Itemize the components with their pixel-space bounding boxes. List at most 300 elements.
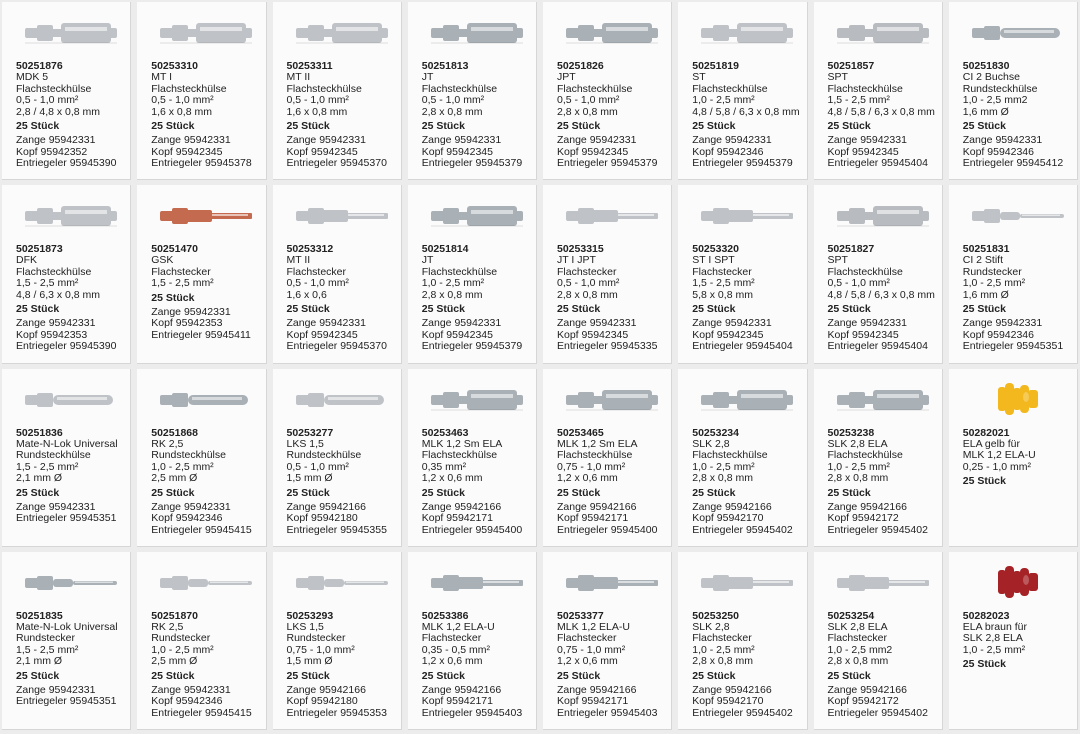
spec-line: 0,5 - 1,0 mm² [151, 94, 214, 106]
product-image [692, 556, 802, 608]
article-number: 50251876 [16, 60, 63, 72]
round-sleeve-terminal-icon [292, 383, 392, 415]
spec-line: Flachsteckhülse [557, 82, 633, 95]
tool-line: Kopf 95942346 [151, 512, 223, 524]
tool-list [422, 135, 532, 170]
tool-line: Entriegeler 95945400 [421, 523, 523, 536]
article-number: 50253463 [421, 426, 469, 439]
spec-line: 1,2 x 0,6 mm [557, 655, 618, 668]
quantity-label: 25 Stück [16, 486, 60, 499]
product-specs [963, 450, 1073, 473]
tool-line: Kopf 95942180 [286, 695, 358, 708]
spec-line: Flachsteckhülse [827, 265, 903, 278]
spec-line: Flachstecker [286, 265, 347, 278]
product-specs [151, 267, 261, 290]
product-card[interactable] [408, 2, 537, 180]
article-number: 50251836 [16, 426, 63, 439]
product-image [151, 189, 261, 241]
seal-icon [996, 379, 1040, 419]
spec-line: 0,5 - 1,0 mm² [286, 277, 349, 290]
product-card[interactable] [949, 552, 1078, 730]
article-number: 50251831 [962, 243, 1010, 256]
tool-line: Entriegeler 95945390 [16, 157, 117, 169]
tool-list [287, 135, 397, 170]
tool-list [16, 502, 126, 525]
tool-line: Zange 95942331 [827, 134, 907, 146]
product-specs [828, 84, 938, 119]
flat-plug-terminal-icon [156, 199, 256, 231]
product-name: MDK 5 [16, 71, 49, 83]
tool-list [422, 502, 532, 537]
tool-line: Zange 95942166 [421, 500, 502, 513]
product-image [422, 6, 532, 58]
tool-list [151, 307, 261, 342]
quantity-label: 25 Stück [16, 120, 60, 132]
tool-list [16, 685, 126, 708]
tool-line: Kopf 95942345 [827, 145, 899, 158]
spec-line: 0,5 - 1,0 mm² [827, 277, 890, 290]
product-card[interactable] [543, 2, 672, 180]
round-sleeve-terminal-icon [156, 383, 256, 415]
product-card[interactable] [678, 552, 807, 730]
tool-line: Kopf 95942172 [827, 695, 899, 708]
tool-line: Kopf 95942346 [151, 695, 223, 708]
tool-line: Kopf 95942345 [421, 328, 493, 341]
tool-line: Zange 95942166 [421, 683, 502, 696]
spec-line: Flachstecker [557, 632, 617, 645]
spec-line: 0,5 - 1,0 mm² [557, 94, 620, 106]
article-number: 50253277 [286, 426, 334, 439]
spec-line: 0,35 mm² [421, 460, 467, 473]
spec-line: 2,8 x 0,8 mm [557, 105, 618, 118]
tool-line: Entriegeler 95945379 [421, 157, 523, 169]
tool-list [16, 318, 126, 353]
article-number: 50253250 [692, 609, 739, 622]
product-specs [287, 84, 397, 119]
flat-plug-terminal-icon [562, 199, 662, 231]
tool-line: Zange 95942166 [286, 683, 366, 696]
product-specs [557, 450, 667, 485]
spec-line: 0,75 - 1,0 mm² [286, 643, 355, 656]
product-card[interactable] [273, 369, 402, 547]
article-number: 50251830 [962, 60, 1010, 72]
product-specs [16, 633, 126, 668]
tool-line: Kopf 95942346 [962, 328, 1034, 341]
article-number: 50253254 [827, 609, 875, 622]
product-image [287, 6, 397, 58]
tool-line: Entriegeler 95945404 [827, 340, 928, 353]
tool-line: Zange 95942331 [286, 317, 366, 330]
quantity-label: 25 Stück [692, 669, 736, 682]
round-sleeve-terminal-icon [21, 383, 121, 415]
tool-line: Zange 95942331 [557, 317, 637, 330]
quantity-label: 25 Stück [557, 486, 601, 499]
product-name: GSK [151, 254, 174, 267]
tool-list [828, 685, 938, 720]
tool-line: Kopf 95942346 [692, 145, 764, 158]
product-name: RK 2,5 [151, 437, 184, 450]
product-name: CI 2 Stift [962, 254, 1004, 267]
tool-list [16, 135, 126, 170]
flat-plug-terminal-icon [833, 566, 933, 598]
product-name: Mate-N-Lok Universal [16, 437, 118, 450]
spec-line: 5,8 x 0,8 mm [692, 288, 753, 301]
product-card[interactable] [137, 552, 266, 730]
product-name: ELA gelb für [962, 437, 1020, 450]
tool-line: Entriegeler 95945351 [16, 512, 117, 524]
product-image [16, 6, 126, 58]
product-name: CI 2 Buchse [962, 71, 1020, 83]
quantity-label: 25 Stück [16, 669, 60, 682]
product-image [151, 6, 261, 58]
product-name: SLK 2,8 [692, 437, 730, 450]
round-sleeve-terminal-icon [968, 16, 1068, 48]
tool-line: Entriegeler 95945415 [151, 523, 252, 536]
spec-line: 1,0 - 2,5 mm² [692, 643, 755, 656]
article-number: 50251827 [827, 243, 875, 256]
tool-line: Entriegeler 95945379 [557, 157, 658, 169]
product-card[interactable] [2, 185, 131, 363]
tool-line: Kopf 95942171 [421, 695, 493, 708]
tool-list [692, 502, 802, 537]
quantity-label: 25 Stück [151, 486, 195, 499]
spec-line: 4,8 / 5,8 / 6,3 x 0,8 mm [827, 288, 935, 301]
tool-list [828, 318, 938, 353]
tool-line: Entriegeler 95945402 [692, 523, 793, 536]
spec-line: Flachsteckhülse [692, 82, 768, 95]
spec-line: 2,8 x 0,8 mm [692, 655, 753, 668]
product-name: ST [692, 71, 706, 83]
spec-line: Rundsteckhülse [151, 449, 226, 461]
product-specs [151, 633, 261, 668]
tool-line: Kopf 95942346 [962, 145, 1034, 158]
product-image [828, 556, 938, 608]
spec-line: 1,6 x 0,6 [286, 288, 327, 301]
article-number: 50253293 [286, 609, 334, 622]
tool-line: Kopf 95942172 [827, 512, 899, 524]
product-specs [151, 450, 261, 485]
product-image [151, 556, 261, 608]
product-image [287, 189, 397, 241]
article-number: 50253311 [286, 60, 333, 72]
tool-list [557, 318, 667, 353]
tool-line: Kopf 95942345 [151, 145, 223, 158]
quantity-label: 25 Stück [421, 669, 465, 682]
quantity-label: 25 Stück [692, 120, 736, 132]
seal-icon [996, 562, 1040, 602]
product-card[interactable] [814, 185, 943, 363]
article-number: 50251814 [421, 243, 469, 256]
tool-line: Kopf 95942345 [286, 328, 358, 341]
tool-line: Kopf 95942171 [421, 512, 493, 524]
flat-sleeve-terminal-icon [21, 199, 121, 231]
product-specs [287, 267, 397, 302]
spec-line: 1,6 x 0,8 mm [286, 105, 348, 118]
product-card[interactable] [137, 369, 266, 547]
tool-line: Kopf 95942345 [827, 328, 899, 341]
product-name: SLK 2,8 [692, 620, 730, 633]
round-plug-terminal-icon [292, 566, 392, 598]
spec-line: Flachsteckhülse [692, 449, 768, 461]
product-specs [828, 267, 938, 302]
product-image [557, 556, 667, 608]
article-number: 50251868 [151, 426, 198, 439]
product-name: JT I JPT [557, 254, 596, 267]
spec-line: 2,5 mm Ø [151, 472, 198, 484]
product-card[interactable] [2, 2, 131, 180]
tool-line: Zange 95942166 [692, 500, 772, 513]
product-image [287, 556, 397, 608]
tool-list [692, 685, 802, 720]
article-number: 50251857 [827, 60, 875, 72]
spec-line: 0,5 - 1,0 mm² [557, 277, 620, 290]
product-card[interactable] [137, 2, 266, 180]
flat-sleeve-terminal-icon [833, 383, 933, 415]
tool-line: Entriegeler 95945390 [16, 340, 117, 353]
quantity-label: 25 Stück [962, 475, 1006, 487]
quantity-label: 25 Stück [962, 303, 1006, 316]
product-card[interactable] [814, 552, 943, 730]
product-name: JT [421, 254, 434, 267]
tool-line: Entriegeler 95945402 [692, 706, 793, 719]
product-image [692, 6, 802, 58]
tool-line: Kopf 95942171 [557, 695, 629, 708]
product-name: JPT [557, 71, 576, 83]
spec-line: MLK 1,2 ELA-U [962, 449, 1036, 461]
tool-line: Kopf 95942171 [557, 512, 629, 524]
quantity-label: 25 Stück [151, 669, 195, 682]
article-number: 50251819 [692, 60, 739, 72]
spec-line: 1,0 - 2,5 mm² [421, 277, 485, 290]
tool-line: Zange 95942331 [16, 500, 96, 513]
tool-list [151, 685, 261, 720]
tool-line: Entriegeler 95945379 [692, 157, 793, 169]
tool-line: Zange 95942331 [16, 134, 96, 146]
product-image [828, 189, 938, 241]
spec-line: 1,0 - 2,5 mm² [827, 460, 890, 473]
product-specs [16, 84, 126, 119]
spec-line: Flachstecker [557, 265, 617, 278]
product-image [828, 373, 938, 425]
product-name: RK 2,5 [151, 620, 184, 633]
quantity-label: 25 Stück [286, 120, 330, 132]
tool-line: Zange 95942331 [692, 317, 772, 330]
article-number: 50251870 [151, 609, 198, 622]
tool-line: Zange 95942166 [827, 500, 907, 513]
quantity-label: 25 Stück [557, 120, 601, 132]
spec-line: Flachsteckhülse [557, 449, 633, 461]
flat-plug-terminal-icon [562, 566, 662, 598]
product-name: MLK 1,2 Sm ELA [421, 437, 503, 450]
product-card[interactable] [543, 369, 672, 547]
tool-line: Entriegeler 95945402 [827, 706, 928, 719]
spec-line: 4,8 / 5,8 / 6,3 x 0,8 mm [827, 105, 935, 118]
product-card[interactable] [949, 185, 1078, 363]
spec-line: Rundstecker [16, 632, 75, 645]
flat-sleeve-terminal-icon [427, 199, 527, 231]
product-card[interactable] [949, 369, 1078, 547]
tool-line: Zange 95942331 [692, 134, 772, 146]
product-card[interactable] [814, 2, 943, 180]
spec-line: 0,5 - 1,0 mm² [421, 94, 485, 106]
flat-sleeve-terminal-icon [292, 16, 392, 48]
tool-line: Kopf 95942353 [16, 328, 88, 341]
product-name: SPT [827, 254, 848, 267]
product-specs [557, 84, 667, 119]
tool-line: Kopf 95942345 [557, 145, 629, 158]
product-card[interactable] [949, 2, 1078, 180]
product-image [557, 6, 667, 58]
product-name: JT [421, 71, 434, 83]
article-number: 50251835 [16, 609, 63, 622]
flat-plug-terminal-icon [292, 199, 392, 231]
product-name: SLK 2,8 ELA [827, 620, 888, 633]
tool-list [557, 135, 667, 170]
spec-line: 1,5 - 2,5 mm² [16, 460, 79, 473]
article-number: 50251826 [557, 60, 604, 72]
tool-list [151, 502, 261, 537]
spec-line: Flachsteckhülse [151, 82, 227, 95]
article-number: 50251470 [151, 243, 198, 256]
tool-line: Zange 95942166 [827, 683, 907, 696]
spec-line: 1,0 - 2,5 mm² [692, 460, 755, 473]
product-card[interactable] [814, 369, 943, 547]
spec-line: Rundstecker [151, 632, 211, 645]
tool-line: Zange 95942331 [151, 134, 231, 146]
product-image [557, 189, 667, 241]
product-card[interactable] [543, 552, 672, 730]
product-card[interactable] [408, 369, 537, 547]
spec-line: Flachsteckhülse [16, 265, 92, 278]
spec-line: Flachsteckhülse [421, 449, 498, 461]
product-card[interactable] [2, 369, 131, 547]
tool-line: Entriegeler 95945351 [16, 695, 117, 708]
spec-line: Rundsteckhülse [962, 82, 1038, 95]
tool-line: Zange 95942331 [151, 305, 231, 318]
product-name: SLK 2,8 ELA [827, 437, 888, 450]
spec-line: 1,5 - 2,5 mm² [16, 277, 79, 290]
tool-line: Kopf 95942345 [557, 328, 629, 341]
product-card[interactable] [678, 369, 807, 547]
product-specs [828, 633, 938, 668]
quantity-label: 25 Stück [557, 303, 601, 316]
product-card[interactable] [273, 2, 402, 180]
product-image [963, 189, 1073, 241]
tool-line: Kopf 95942352 [16, 145, 88, 158]
product-card[interactable] [273, 185, 402, 363]
spec-line: 2,1 mm Ø [16, 655, 63, 668]
spec-line: 1,0 - 2,5 mm² [962, 643, 1026, 656]
product-name: SPT [827, 71, 848, 83]
round-plug-terminal-icon [156, 566, 256, 598]
product-card[interactable] [273, 552, 402, 730]
spec-line: 2,8 x 0,8 mm [827, 655, 889, 668]
spec-line: Flachsteckhülse [421, 265, 498, 278]
tool-line: Entriegeler 95945370 [286, 340, 387, 353]
tool-list [828, 502, 938, 537]
quantity-label: 25 Stück [827, 486, 871, 499]
tool-list [287, 685, 397, 720]
product-card[interactable] [408, 185, 537, 363]
flat-sleeve-terminal-icon [427, 16, 527, 48]
product-card[interactable] [2, 552, 131, 730]
tool-line: Zange 95942331 [151, 683, 231, 696]
product-card[interactable] [678, 185, 807, 363]
product-name: MLK 1,2 ELA-U [557, 620, 630, 633]
tool-list [557, 685, 667, 720]
spec-line: Rundstecker [962, 265, 1022, 278]
product-specs [422, 633, 532, 668]
flat-plug-terminal-icon [697, 566, 797, 598]
product-image [422, 373, 532, 425]
spec-line: Rundsteckhülse [16, 449, 91, 461]
product-card[interactable] [408, 552, 537, 730]
tool-line: Entriegeler 95945402 [827, 523, 928, 536]
spec-line: Flachstecker [151, 265, 211, 278]
tool-line: Entriegeler 95945404 [692, 340, 793, 353]
quantity-label: 25 Stück [16, 303, 60, 316]
spec-line: 1,0 - 2,5 mm² [692, 94, 755, 106]
spec-line: 1,6 x 0,8 mm [151, 105, 212, 118]
product-card[interactable] [137, 185, 266, 363]
flat-sleeve-terminal-icon [427, 383, 527, 415]
spec-line: 1,5 - 2,5 mm² [16, 643, 79, 656]
spec-line: 2,5 mm Ø [151, 655, 198, 668]
product-name: MT I [151, 71, 173, 83]
spec-line: 2,8 / 4,8 x 0,8 mm [16, 105, 101, 118]
spec-line: 1,0 - 2,5 mm² [151, 643, 214, 656]
product-image [16, 189, 126, 241]
flat-plug-terminal-icon [697, 199, 797, 231]
spec-line: 0,75 - 1,0 mm² [557, 460, 626, 473]
spec-line: 1,2 x 0,6 mm [557, 472, 618, 484]
product-specs [422, 267, 532, 302]
product-name: LKS 1,5 [286, 437, 324, 450]
flat-sleeve-terminal-icon [562, 383, 662, 415]
quantity-label: 25 Stück [151, 120, 195, 132]
article-number: 50253377 [557, 609, 604, 622]
spec-line: Flachsteckhülse [16, 82, 92, 95]
tool-line: Zange 95942331 [16, 317, 96, 330]
product-name: ELA braun für [962, 620, 1027, 633]
quantity-label: 25 Stück [827, 303, 871, 316]
article-number: 50253465 [557, 426, 604, 439]
flat-plug-terminal-icon [427, 566, 527, 598]
product-name: MT II [286, 254, 311, 267]
article-number: 50282021 [962, 426, 1010, 439]
article-number: 50253234 [692, 426, 739, 439]
flat-sleeve-terminal-icon [21, 16, 121, 48]
tool-line: Entriegeler 95945351 [962, 340, 1064, 353]
product-card[interactable] [543, 185, 672, 363]
product-name: MLK 1,2 Sm ELA [557, 437, 638, 450]
tool-line: Zange 95942166 [557, 500, 637, 513]
tool-line: Entriegeler 95945412 [962, 157, 1064, 169]
spec-line: 1,0 - 2,5 mm2 [962, 94, 1028, 106]
spec-line: SLK 2,8 ELA [962, 632, 1023, 645]
product-image [963, 373, 1073, 425]
tool-line: Entriegeler 95945404 [827, 157, 928, 169]
flat-sleeve-terminal-icon [833, 199, 933, 231]
spec-line: 2,8 x 0,8 mm [421, 288, 483, 301]
product-specs [422, 84, 532, 119]
product-card[interactable] [678, 2, 807, 180]
tool-line: Kopf 95942180 [286, 512, 358, 524]
tool-line: Entriegeler 95945355 [286, 523, 387, 536]
tool-line: Kopf 95942345 [421, 145, 493, 158]
tool-list [557, 502, 667, 537]
article-number: 50251813 [421, 60, 469, 72]
